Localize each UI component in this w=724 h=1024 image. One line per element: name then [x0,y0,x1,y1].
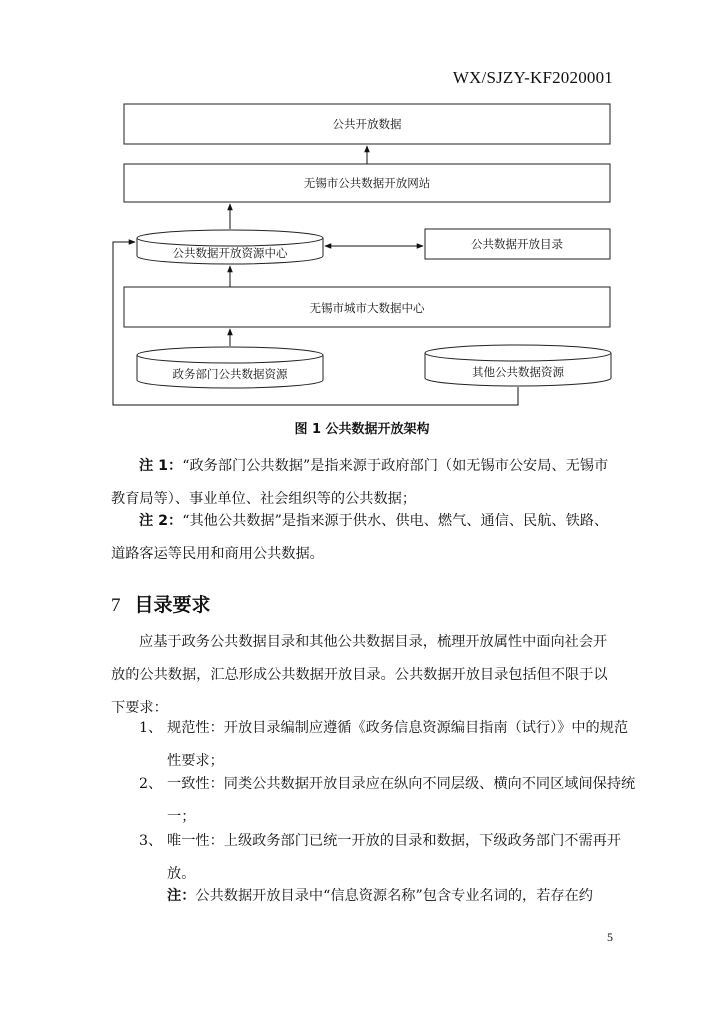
page-number: 5 [607,930,613,944]
box-bigdata-center-label: 无锡市城市大数据中心 [309,301,425,315]
list-item-1-number: 1、 [139,720,163,736]
note-2 [111,505,614,571]
note-2-text: “其他公共数据”是指来源于供水、供电、燃气、通信、民航、铁路、道路客运等民用和商用公共数据。 [111,513,609,562]
box-public-open-data-label: 公共开放数据 [332,117,402,131]
cylinder-resource-center-label: 公共数据开放资源中心 [172,246,288,260]
note-1-text: “政务部门公共数据”是指来源于政府部门（如无锡市公安局、无锡市教育局等）、事业单位、社会组织等的公共数据； [111,458,609,507]
list-item-1-text: 规范性：开放目录编制应遵循《政务信息资源编目指南（试行）》中的规范性要求； [167,720,629,769]
document-id: WX/SJZY-KF2020001 [452,68,613,87]
box-open-website-label: 无锡市公共数据开放网站 [303,176,431,190]
section-title: 目录要求 [134,594,211,616]
section-heading [111,590,211,617]
figure-caption: 图 1 公共数据开放架构 [294,422,430,437]
note-1-label: 注 1： [139,458,183,474]
section-note-text: 公共数据开放目录中“信息资源名称”包含专业名词的，若存在约 [195,888,593,904]
cylinder-gov-data-label: 政务部门公共数据资源 [172,367,288,381]
section-note [139,880,642,913]
note-2-label: 注 2： [139,513,183,529]
list-item-2-text: 一致性：同类公共数据开放目录应在纵向不同层级、横向不同区域间保持统一； [167,776,636,825]
section-number: 7 [111,595,121,616]
cylinder-other-data-label: 其他公共数据资源 [472,365,564,379]
section-note-label: 注： [167,888,196,904]
architecture-diagram [0,0,724,415]
list-item-3-text: 唯一性：上级政务部门已统一开放的目录和数据，下级政务部门不需再开放。 [167,833,622,882]
section-intro: 应基于政务公共数据目录和其他公共数据目录，梳理开放属性中面向社会开放的公共数据，汇总形成公共数据开放目录。公共数据开放目录包括但不限于以下要求： [111,634,608,716]
box-open-catalog-label: 公共数据开放目录 [471,237,563,251]
list-item-2-number: 2、 [139,776,163,792]
list-item-3-number: 3、 [139,833,163,849]
